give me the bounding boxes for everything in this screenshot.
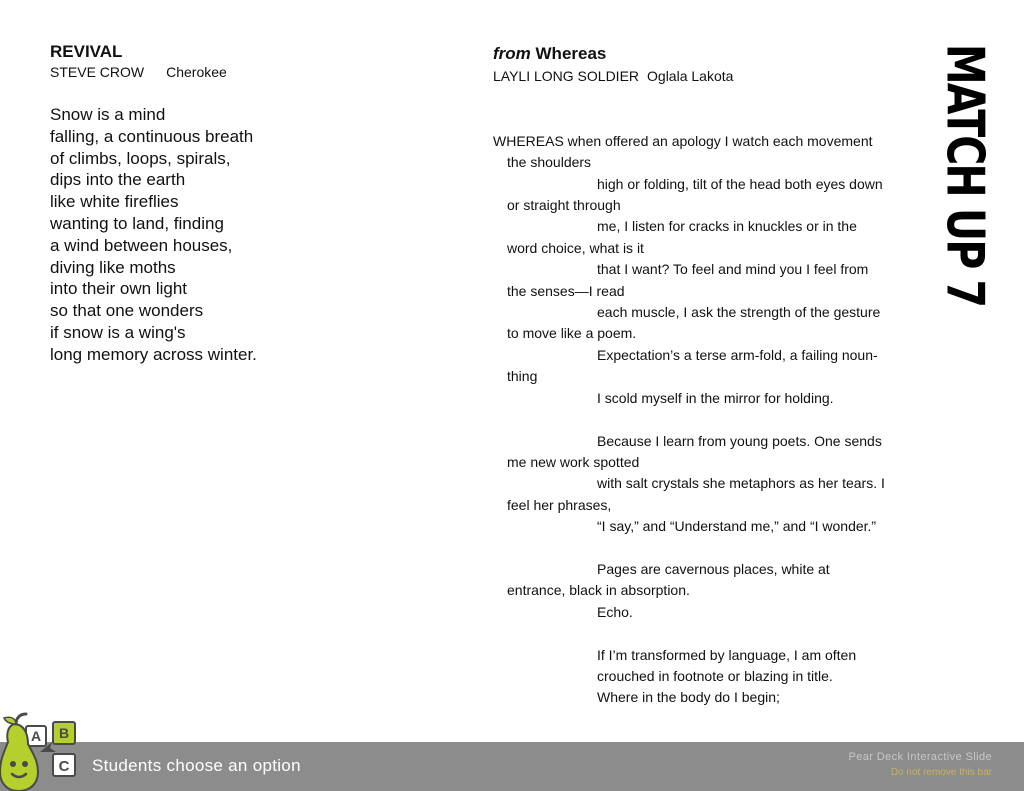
pear-deck-bar-notice[interactable]: Do not remove this bar [890, 767, 992, 778]
match-up-heading-text: MATCH UP 7 [935, 43, 995, 307]
left-poem-line: dips into the earth [50, 170, 186, 190]
pear-left-eye [10, 761, 16, 767]
left-poem-author: STEVE CROW [50, 64, 145, 80]
right-poem-line: “I say,” and “Understand me,” and “I wonder.” [597, 518, 877, 534]
right-poem-line: or straight through [507, 197, 621, 213]
tile-c-letter: C [58, 758, 70, 775]
left-poem-body [50, 104, 257, 366]
left-poem-tribe: Cherokee [166, 64, 227, 80]
right-poem-line: thing [507, 368, 538, 384]
right-poem-title-prefix: from [493, 44, 531, 63]
left-poem-line: diving like moths [50, 257, 176, 277]
left-poem-byline [50, 64, 227, 80]
right-poem-author: LAYLI LONG SOLDIER [493, 68, 640, 84]
right-poem-line: If I’m transformed by language, I am often [597, 647, 857, 663]
left-poem-line: so that one wonders [50, 301, 204, 321]
right-poem-line: WHEREAS when offered an apology I watch each movement [493, 133, 873, 149]
right-poem-byline [493, 68, 733, 84]
left-poem-line: falling, a continuous breath [50, 126, 254, 146]
right-poem-line: each muscle, I ask the strength of the gesture [597, 304, 881, 320]
left-poem-line: of climbs, loops, spirals, [50, 148, 231, 168]
left-poem-line: long memory across winter. [50, 344, 257, 364]
pear-leaf [4, 717, 16, 724]
right-poem-line: me, I listen for cracks in knuckles or in the [597, 218, 857, 234]
left-poem-line: a wind between houses, [50, 235, 233, 255]
pear-stem [16, 714, 26, 724]
left-poem-line: like white fireflies [50, 192, 179, 212]
right-poem-line: the shoulders [507, 154, 592, 170]
left-poem-line: into their own light [50, 279, 188, 299]
tile-a-letter: A [30, 728, 42, 744]
right-poem-line: Because I learn from young poets. One sends [597, 433, 882, 449]
right-poem-line: word choice, what is it [507, 240, 644, 256]
left-poem-title: REVIVAL [50, 42, 123, 61]
right-poem-line: Pages are cavernous places, white at [597, 561, 830, 577]
footer-instruction: Students choose an option [92, 756, 301, 775]
right-poem-line: Where in the body do I begin; [597, 689, 780, 705]
pear-deck-logo-icon [0, 712, 84, 791]
match-up-heading [935, 40, 995, 310]
right-poem-line: I scold myself in the mirror for holding. [597, 390, 834, 406]
left-poem-line: if snow is a wing's [50, 322, 186, 342]
right-poem-line: me new work spotted [507, 454, 640, 470]
right-poem-line: high or folding, tilt of the head both eyes down [597, 176, 883, 192]
right-poem-line: feel her phrases, [507, 497, 612, 513]
left-poem-line: wanting to land, finding [50, 213, 224, 233]
left-poem-line: Snow is a mind [50, 105, 166, 124]
right-poem-title [493, 44, 606, 64]
pear-deck-footer-bar [0, 742, 1024, 791]
pear-right-eye [22, 761, 28, 767]
right-poem-line: Echo. [597, 604, 633, 620]
right-poem-line: entrance, black in absorption. [507, 582, 690, 598]
tile-b-letter: B [58, 725, 70, 741]
right-poem-tribe: Oglala Lakota [647, 68, 734, 84]
right-poem-line: with salt crystals she metaphors as her tears. I [597, 475, 885, 491]
right-poem-line: that I want? To feel and mind you I feel from [597, 261, 869, 277]
right-poem-line: Expectation’s a terse arm-fold, a failing noun- [597, 347, 878, 363]
pear-deck-credit: Pear Deck Interactive Slide [848, 751, 992, 763]
right-poem-title-text: Whereas [535, 44, 607, 63]
right-poem-line: to move like a poem. [507, 325, 637, 341]
right-poem-line: the senses—I read [507, 283, 625, 299]
right-poem-line: crouched in footnote or blazing in title. [597, 668, 833, 684]
